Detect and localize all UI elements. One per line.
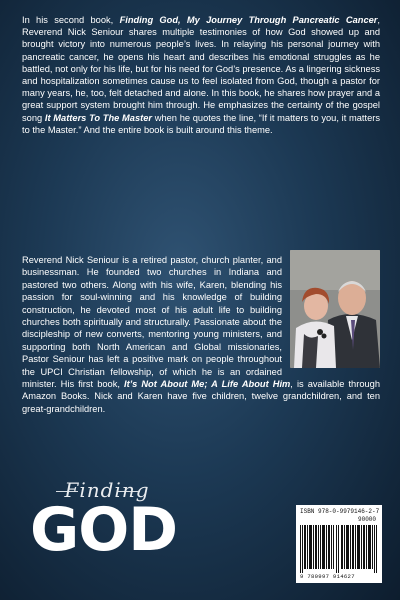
- book-title-reference: Finding God, My Journey Through Pancreatic Cancer: [119, 15, 378, 25]
- book-description: [22, 14, 380, 136]
- bio-text-1: Reverend Nick Seniour is a retired pastor, church planter, and businessman. He founded two churches in Indiana and pastored two others. Along with his wife, Karen, blending his passion for soul-winning and his knowledge of building construction, he devoted most of his adult life to building churches both spiritually and structurally. Passionate about the discipleship of new converts, mentoring young ministers, and supporting both North American and Global missionaries, Pastor Seniour has left a positive mark on people throughout the UPCI Christian fellowship, of which he is an ordained minister. His first book,: [22, 255, 282, 390]
- author-bio: [22, 254, 380, 415]
- blurb-text-1: In his second book,: [22, 15, 120, 25]
- logo-god-text: GOD: [30, 495, 178, 565]
- bio-text-2: , is available through Amazon Books. Nick and Karen have five children, twelve grandchildren, and ten great-grandchildren.: [22, 379, 380, 414]
- ean-number: 9 780997 914627: [300, 573, 355, 580]
- first-book-title: It’s Not About Me; A Life About Him: [124, 379, 291, 390]
- blurb-text-2: , Reverend Nick Seniour shares multiple testimonies of how God showed up and brought victory into numerous people’s lives. In relaying his personal journey with pancreatic cancer, he opens his heart and describes his emotional struggles as he battled, not only for his life, but for his need for God’s presence. As a lingering sickness and hospitalization sometimes cause us to feel isolated from God, though a pastor for many years, he, too, felt detached and alone. In this book, he shares how prayer and a great support system brought him through. He emphasizes the certainty of the gospel song: [22, 15, 380, 123]
- barcode-bars: [300, 525, 378, 573]
- blurb-text-3: when he quotes the line, “If it matters to you, it matters to the Master.” And the entire book is built around this theme.: [22, 112, 380, 135]
- isbn-number: ISBN 978-0-9979146-2-7: [300, 508, 380, 515]
- author-couple-image: [290, 250, 380, 368]
- song-title-reference: It Matters To The Master: [44, 112, 153, 123]
- isbn-barcode: [296, 505, 382, 583]
- author-photo: [290, 250, 380, 368]
- price-code: 90000: [358, 516, 377, 523]
- logo-finding-text: Finding: [64, 478, 150, 502]
